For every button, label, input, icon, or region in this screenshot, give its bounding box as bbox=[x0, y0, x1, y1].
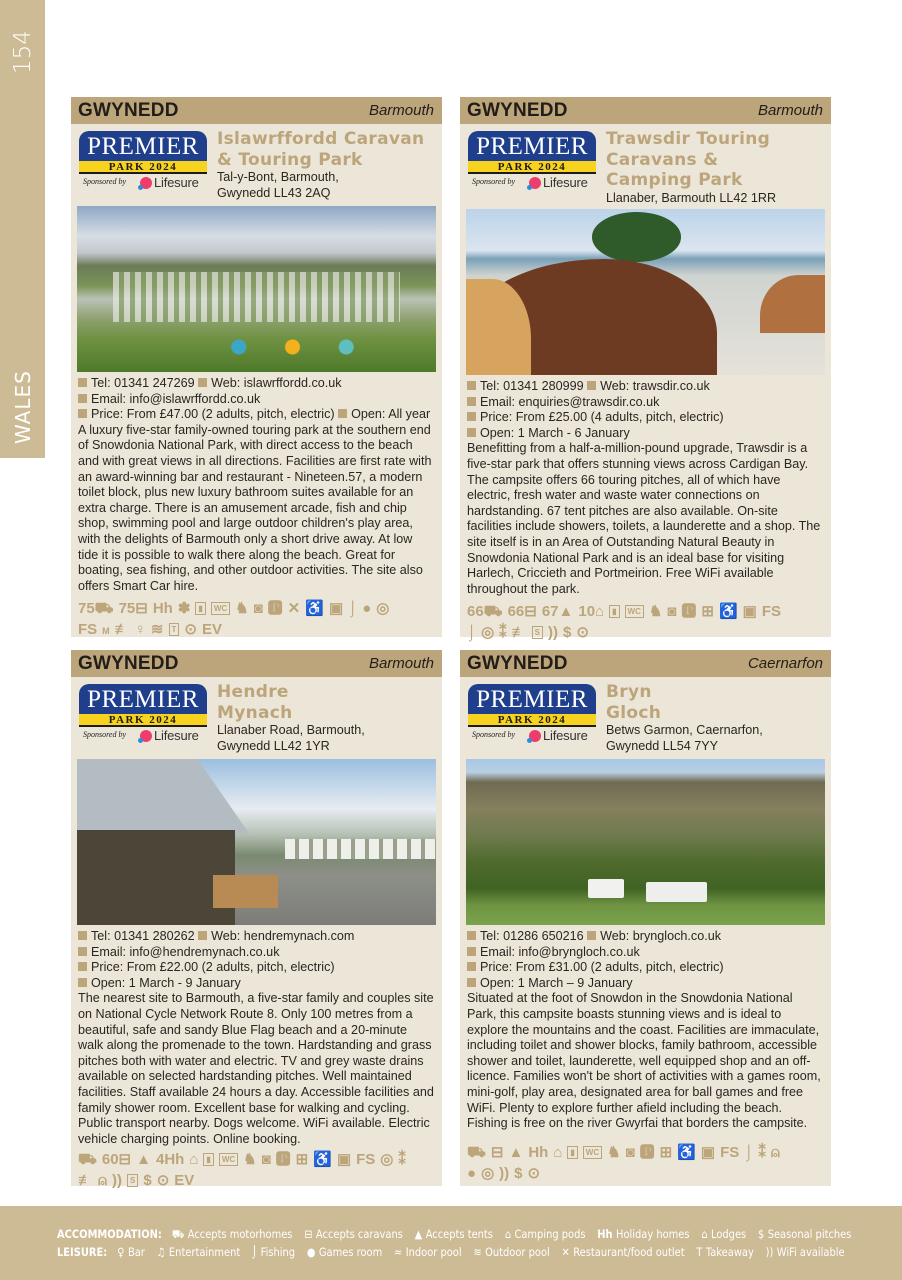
accessible-icon: ♿ bbox=[677, 1143, 696, 1161]
socket-icon: ⊙ bbox=[184, 621, 197, 639]
price: Price: From £47.00 (2 adults, pitch, electric) bbox=[91, 407, 335, 422]
mw-icon: ⁑ bbox=[398, 1151, 406, 1169]
legend-indoor-pool: ≈ Indoor pool bbox=[393, 1245, 462, 1259]
park-photo bbox=[466, 759, 825, 925]
pod-icon: ⌂ bbox=[189, 1151, 199, 1169]
gas-icon: ◎ bbox=[481, 1164, 495, 1182]
s-icon: S bbox=[127, 1174, 138, 1187]
legend-fishing: ⌡ Fishing bbox=[252, 1245, 296, 1259]
wc-icon: WC bbox=[211, 602, 230, 615]
region: GWYNEDD bbox=[78, 652, 179, 674]
listing-details bbox=[71, 925, 442, 1147]
web-link[interactable]: Web: trawsdir.co.uk bbox=[600, 379, 710, 393]
tel: Tel: 01341 247269 bbox=[91, 376, 195, 390]
pod-icon: ⌂ bbox=[504, 1227, 511, 1241]
legend-lodge: ⌂ Lodges bbox=[701, 1227, 747, 1241]
gas-icon: ◎ bbox=[380, 1151, 394, 1169]
tel: Tel: 01286 650216 bbox=[480, 929, 584, 943]
wifi-icon: )) bbox=[765, 1245, 774, 1259]
laundry-icon: ◙ bbox=[625, 1143, 635, 1161]
parking-icon: 🅿 bbox=[681, 603, 697, 621]
fs-icon: FS bbox=[720, 1143, 740, 1161]
premier-park-badge: PREMIER PARK 2024 Sponsored by Lifesure bbox=[77, 130, 209, 192]
fishing-icon: ⌡ bbox=[467, 624, 477, 642]
legend-bar: ♀ Bar bbox=[117, 1245, 145, 1259]
town: Caernarfon bbox=[747, 655, 823, 672]
address: Llanaber Road, Barmouth, Gwynedd LL42 1YR bbox=[217, 723, 365, 753]
accessible-icon: ♿ bbox=[718, 603, 738, 621]
town: Barmouth bbox=[368, 655, 434, 672]
web-link[interactable]: Web: islawrffordd.co.uk bbox=[211, 376, 342, 390]
wc-icon: WC bbox=[625, 605, 644, 618]
rail-icon: ≢ bbox=[114, 621, 130, 639]
fishing-icon: ⌡ bbox=[252, 1245, 258, 1259]
premier-park-badge: PREMIER PARK 2024 Sponsored by Lifesure bbox=[77, 683, 209, 745]
park-photo bbox=[77, 206, 436, 372]
motorhome-icon: ⛟ bbox=[171, 1227, 185, 1241]
wc-icon: WC bbox=[219, 1153, 238, 1166]
open-dates: Open: 1 March - 6 January bbox=[480, 425, 630, 440]
mw-icon: M bbox=[102, 626, 110, 637]
outdoor-pool-icon: ≋ bbox=[473, 1245, 482, 1259]
park-name: Trawsdir Touring Caravans & Camping Park bbox=[606, 129, 771, 190]
toilet-icon: ▮ bbox=[195, 602, 205, 615]
caravan-icon: 75⊟ bbox=[118, 600, 148, 618]
mouse-icon: ⍝ bbox=[98, 1172, 108, 1190]
description: The nearest site to Barmouth, a five-star family and couples site on National Cycle Network Route 8. Only 100 metres from a beautiful, safe and sandy Blue Flag beach and a 20-minute walk along the promenade to the town. Hardstanding and grass pitches both with water and electric. TV and grey waste drains available on selected hardstanding pitches. Well maintained facilities. Staff available 24 hours a day. Accessible facilities and family shower room. Excellent base for walking and cycling. Public transport nearby. Dogs welcome. WiFi available. Electric vehicle charging points. Online booking. bbox=[78, 991, 434, 1146]
open-dates: Open: All year bbox=[351, 407, 431, 422]
laundry-icon: ◙ bbox=[253, 600, 263, 618]
fishing-icon: ⌡ bbox=[348, 600, 358, 618]
mw-icon: ⁑ bbox=[499, 624, 507, 642]
toilet-icon: ▮ bbox=[609, 605, 619, 618]
listing-details bbox=[460, 375, 831, 597]
parking-icon: 🅿 bbox=[639, 1143, 655, 1161]
socket-icon: ⊙ bbox=[156, 1172, 170, 1190]
ev-icon: EV bbox=[174, 1172, 195, 1190]
accommodation-legend: ACCOMMODATION: ⛟ Accepts motorhomes ⊟ Accepts caravans ▲ Accepts tents ⌂ Camping pods Hh Holiday homes ⌂ Lodges $ Seasonal pitches bbox=[57, 1227, 852, 1241]
park-name: Hendre Mynach bbox=[217, 682, 293, 723]
address: Tal-y-Bont, Barmouth, Gwynedd LL43 2AQ bbox=[217, 170, 339, 200]
facility-icons bbox=[71, 594, 442, 650]
rail-icon: ≢ bbox=[78, 1172, 93, 1190]
park-photo bbox=[466, 209, 825, 375]
web-link[interactable]: Web: bryngloch.co.uk bbox=[600, 929, 722, 943]
wifi-icon: )) bbox=[112, 1172, 123, 1190]
email-link[interactable]: Email: info@islawrffordd.co.uk bbox=[91, 391, 261, 406]
description: A luxury five-star family-owned touring park at the southern end of Snowdonia National Park, with direct access to the beach and with great views in all directions. Facilities are first rate with an award-winning bar and restaurant - Nineteen.57, a modern toilet block, plus new luxury bathroom suites available for an extra charge. There is an amusement arcade, fish and chip shop, swimming pool and large outdoor children's play area, with the delights of Barmouth only a short drive away. At low tide it is possible to walk there along the beach. Great for boating, sea fishing, and other outdoor activities. The site also offers Smart Car hire. bbox=[78, 422, 432, 593]
lodge-icon: ⌂ bbox=[701, 1227, 708, 1241]
email-link[interactable]: Email: info@hendremynach.co.uk bbox=[91, 944, 280, 959]
caravan-icon: 66⊟ bbox=[507, 603, 537, 621]
tent-icon: ▲ bbox=[414, 1227, 423, 1241]
gas-icon: ◎ bbox=[376, 600, 390, 618]
bus-icon: ▣ bbox=[700, 1143, 716, 1161]
fs-icon: FS bbox=[356, 1151, 376, 1169]
socket-icon: ⊙ bbox=[576, 624, 589, 642]
open-dates: Open: 1 March – 9 January bbox=[480, 975, 633, 990]
card-header bbox=[71, 97, 442, 124]
legend-holiday-home: Hh Holiday homes bbox=[597, 1227, 690, 1241]
mw-icon: ⁑ bbox=[758, 1143, 766, 1161]
motorhome-icon: ⛟ bbox=[467, 1143, 486, 1161]
takeaway-icon: T bbox=[169, 623, 180, 636]
dog-icon: ♞ bbox=[243, 1151, 257, 1169]
games-room-icon: ● bbox=[467, 1164, 477, 1182]
park-name: Islawrffordd Caravan & Touring Park bbox=[217, 129, 425, 170]
listing-card-hendre-mynach bbox=[71, 650, 442, 1190]
price: Price: From £25.00 (4 adults, pitch, electric) bbox=[480, 410, 724, 425]
address: Llanaber, Barmouth LL42 1RR bbox=[606, 190, 777, 205]
fishing-icon: ⌡ bbox=[744, 1143, 754, 1161]
facility-icons bbox=[460, 597, 831, 651]
region: GWYNEDD bbox=[467, 99, 568, 121]
legend-caravan: ⊟ Accepts caravans bbox=[304, 1227, 403, 1241]
bus-icon: ▣ bbox=[328, 600, 344, 618]
seasonal-pitch-icon: $ bbox=[143, 1172, 152, 1190]
region: GWYNEDD bbox=[467, 652, 568, 674]
parking-icon: 🅿 bbox=[275, 1151, 291, 1169]
legend-wifi: )) WiFi available bbox=[765, 1245, 845, 1259]
indoor-pool-icon: ≋ bbox=[150, 621, 164, 639]
listing-details bbox=[460, 925, 831, 1132]
open-dates: Open: 1 March - 9 January bbox=[91, 975, 241, 990]
mouse-icon: ⍝ bbox=[770, 1143, 780, 1161]
gas-icon: ◎ bbox=[481, 624, 495, 642]
pod-icon: 10⌂ bbox=[578, 603, 605, 621]
entertainment-icon: ♫ bbox=[156, 1245, 166, 1259]
listing-details bbox=[71, 372, 442, 594]
shop-icon: ⊞ bbox=[295, 1151, 309, 1169]
card-header bbox=[460, 97, 831, 124]
bar-icon: ♀ bbox=[117, 1245, 125, 1259]
motorhome-icon: ⛟ bbox=[78, 1151, 97, 1169]
listing-card-islawrffordd bbox=[71, 97, 442, 637]
description: Benefitting from a half-a-million-pound upgrade, Trawsdir is a five-star park that offers stunning views across Cardigan Bay. The campsite offers 66 touring pitches, all of which have electric, fresh water and waste water connections on hardstanding. 67 tent pitches are also available. On-site facilities include showers, toilets, a launderette and a shop. The site itself is in an Area of Outstanding Natural Beauty in Snowdonia National Park and is an ideal base for visiting Harlech, Criccieth and Portmeirion. Free WiFi available throughout the park. bbox=[467, 441, 821, 596]
description: Situated at the foot of Snowdon in the Snowdonia National Park, this campsite boasts stunning views and is ideal to explore the mountains and the coast. Facilities are immaculate, including toilet and shower blocks, family bathroom, accessible shower and toilet, launderette, well equipped shop and an off-licence. Families won't be short of activities with a games room, mini-golf, play area, designated area for ball games and free WiFi. Plenty to explore further afield including the beach. Fishing is free on the river Gwyrfai that borders the campsite. bbox=[467, 991, 821, 1131]
facility-icons bbox=[71, 1147, 442, 1199]
indoor-pool-icon: ≈ bbox=[393, 1245, 403, 1259]
parking-icon: 🅿 bbox=[267, 600, 283, 618]
price: Price: From £31.00 (2 adults, pitch, electric) bbox=[480, 960, 724, 975]
web-link[interactable]: Web: hendremynach.com bbox=[211, 929, 355, 943]
region: GWYNEDD bbox=[78, 99, 179, 121]
rail-icon: ≢ bbox=[511, 624, 527, 642]
ev-icon: EV bbox=[201, 621, 222, 639]
shop-icon: ⊞ bbox=[701, 603, 714, 621]
premier-park-badge: PREMIER PARK 2024 Sponsored by Lifesure bbox=[466, 683, 598, 745]
legend-takeaway: T Takeaway bbox=[696, 1245, 754, 1259]
holiday-home-icon: Hh bbox=[597, 1227, 613, 1241]
wc-icon: WC bbox=[583, 1146, 602, 1159]
email-link[interactable]: Email: info@bryngloch.co.uk bbox=[480, 944, 640, 959]
tent-icon: ▲ bbox=[136, 1151, 151, 1169]
seasonal-pitch-icon: $ bbox=[514, 1164, 523, 1182]
tel: Tel: 01341 280262 bbox=[91, 929, 195, 943]
laundry-icon: ◙ bbox=[667, 603, 677, 621]
socket-icon: ⊙ bbox=[527, 1164, 541, 1182]
legend-tent: ▲ Accepts tents bbox=[414, 1227, 493, 1241]
facility-icons bbox=[460, 1132, 831, 1192]
legend-bar bbox=[0, 1206, 902, 1280]
legend-seasonal: $ Seasonal pitches bbox=[757, 1227, 852, 1241]
pod-icon: ⌂ bbox=[553, 1143, 563, 1161]
section-label: WALES bbox=[11, 370, 35, 444]
motorhome-icon: 75⛟ bbox=[78, 600, 114, 618]
town: Barmouth bbox=[368, 102, 434, 119]
price: Price: From £22.00 (2 adults, pitch, electric) bbox=[91, 960, 335, 975]
tent-icon: ▲ bbox=[508, 1143, 524, 1161]
dog-icon: ♞ bbox=[235, 600, 249, 618]
caravan-icon: 60⊟ bbox=[101, 1151, 132, 1169]
legend-pod: ⌂ Camping pods bbox=[504, 1227, 586, 1241]
flower-icon: ✽ bbox=[177, 600, 191, 618]
caravan-icon: ⊟ bbox=[304, 1227, 313, 1241]
wifi-icon: )) bbox=[499, 1164, 510, 1182]
games-room-icon: ● bbox=[306, 1245, 316, 1259]
card-header bbox=[71, 650, 442, 677]
shop-icon: ⊞ bbox=[659, 1143, 673, 1161]
email-link[interactable]: Email: enquiries@trawsdir.co.uk bbox=[480, 394, 660, 409]
listing-card-trawsdir bbox=[460, 97, 831, 642]
bus-icon: ▣ bbox=[742, 603, 757, 621]
legend-entertainment: ♫ Entertainment bbox=[156, 1245, 241, 1259]
toilet-icon: ▮ bbox=[567, 1146, 577, 1159]
legend-games-room: ● Games room bbox=[306, 1245, 383, 1259]
legend-outdoor-pool: ≋ Outdoor pool bbox=[473, 1245, 550, 1259]
premier-park-badge: PREMIER PARK 2024 Sponsored by Lifesure bbox=[466, 130, 598, 192]
tent-icon: 67▲ bbox=[541, 603, 574, 621]
tel: Tel: 01341 280999 bbox=[480, 379, 584, 393]
dog-icon: ♞ bbox=[607, 1143, 621, 1161]
seasonal-pitch-icon: $ bbox=[563, 624, 572, 642]
accessible-icon: ♿ bbox=[305, 600, 324, 618]
holiday-home-icon: 4Hh bbox=[156, 1151, 185, 1169]
bus-icon: ▣ bbox=[336, 1151, 352, 1169]
fs-icon: FS bbox=[78, 621, 98, 639]
motorhome-icon: 66⛟ bbox=[467, 603, 503, 621]
page-number: 154 bbox=[10, 30, 36, 74]
takeaway-icon: T bbox=[696, 1245, 703, 1259]
town: Barmouth bbox=[757, 102, 823, 119]
dog-icon: ♞ bbox=[648, 603, 663, 621]
games-room-icon: ● bbox=[362, 600, 372, 618]
legend-restaurant: ✕ Restaurant/food outlet bbox=[561, 1245, 685, 1259]
wifi-icon: )) bbox=[548, 624, 558, 642]
listing-card-bryn-gloch bbox=[460, 650, 831, 1186]
fs-icon: FS bbox=[761, 603, 781, 621]
s-icon: S bbox=[532, 626, 543, 639]
park-photo bbox=[77, 759, 436, 925]
caravan-icon: ⊟ bbox=[490, 1143, 504, 1161]
toilet-icon: ▮ bbox=[203, 1153, 213, 1166]
accessible-icon: ♿ bbox=[313, 1151, 332, 1169]
holiday-home-icon: Hh bbox=[152, 600, 173, 618]
side-tab bbox=[0, 0, 45, 458]
park-name: Bryn Gloch bbox=[606, 682, 662, 723]
leisure-legend: LEISURE: ♀ Bar ♫ Entertainment ⌡ Fishing ● Games room ≈ Indoor pool ≋ Outdoor pool ✕ Restaurant/food outlet T Takeaway )) WiFi available bbox=[57, 1245, 845, 1259]
address: Betws Garmon, Caernarfon, Gwynedd LL54 7YY bbox=[606, 723, 763, 753]
seasonal-pitch-icon: $ bbox=[757, 1227, 765, 1241]
restaurant-icon: ✕ bbox=[287, 600, 301, 618]
card-header bbox=[460, 650, 831, 677]
laundry-icon: ◙ bbox=[261, 1151, 271, 1169]
restaurant-icon: ✕ bbox=[561, 1245, 570, 1259]
holiday-home-icon: Hh bbox=[528, 1143, 549, 1161]
bar-icon: ♀ bbox=[134, 621, 146, 639]
legend-motorhome: ⛟ Accepts motorhomes bbox=[171, 1227, 293, 1241]
